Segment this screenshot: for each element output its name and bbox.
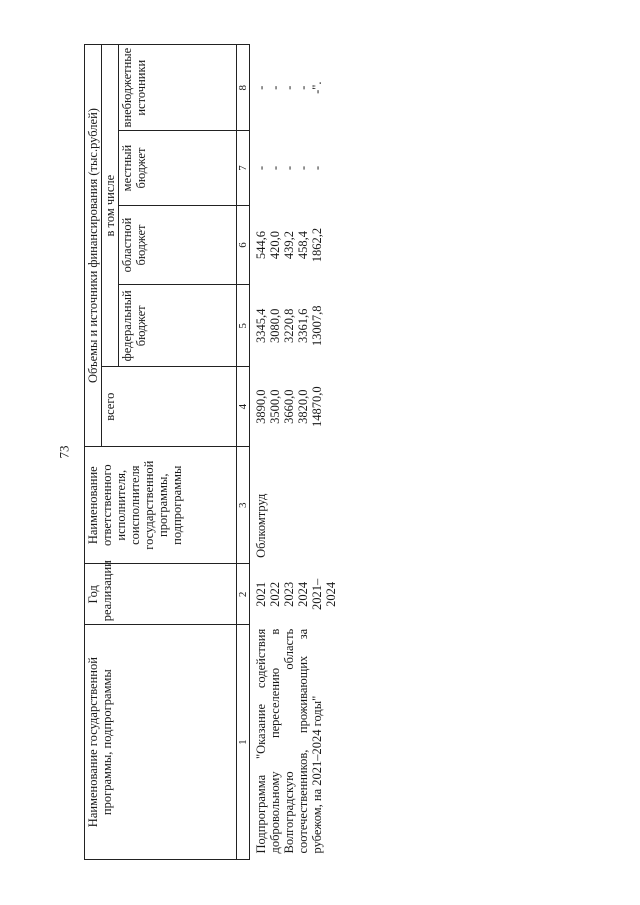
header-total: всего <box>102 367 237 447</box>
regional-cell <box>250 205 326 285</box>
federal-value: 3080,0 <box>268 308 283 344</box>
federal-value: 3220,8 <box>282 308 297 344</box>
total-cell <box>250 367 326 447</box>
offbudget-value: - <box>296 85 311 90</box>
column-number: 8 <box>237 45 250 131</box>
total-value: 14870,0 <box>310 386 325 427</box>
years-cell <box>250 564 339 625</box>
column-number: 6 <box>237 205 250 285</box>
local-value: - <box>268 165 283 171</box>
column-number: 7 <box>237 131 250 205</box>
header-offbudget: внебюджетные источники <box>119 45 237 131</box>
regional-value: 544,6 <box>254 230 269 260</box>
executor: Облкомтруд <box>254 493 269 558</box>
page-number: 73 <box>56 445 72 459</box>
header-regional: областной бюджет <box>119 205 237 285</box>
column-number: 3 <box>237 447 250 564</box>
federal-value: 13007,8 <box>310 305 325 347</box>
column-number: 1 <box>237 625 250 860</box>
table-row <box>250 45 326 860</box>
regional-value: 439,2 <box>282 230 297 260</box>
header-executor: Наименование ответственного исполнителя, соисполнителя государственной программы, подпрограммы <box>85 447 237 564</box>
header-including: в том числе <box>102 45 119 367</box>
total-value: 3820,0 <box>296 389 311 424</box>
offbudget-value: - <box>268 85 283 90</box>
offbudget-value: - <box>254 85 269 90</box>
local-value: - <box>254 165 269 171</box>
offbudget-value: - <box>282 85 297 90</box>
year-value: 2024 <box>296 581 311 607</box>
column-number: 4 <box>237 367 250 447</box>
rotated-page <box>84 44 620 860</box>
header-local: местный бюджет <box>119 131 237 205</box>
financing-table <box>84 44 339 860</box>
header-program-name: Наименование государственной программы, подпрограммы <box>85 625 237 860</box>
local-value: - <box>282 165 297 171</box>
landscape-table-wrapper <box>84 44 620 860</box>
regional-value: 458,4 <box>296 230 311 260</box>
total-value: 3890,0 <box>254 389 269 424</box>
header-year: Год реализации <box>85 564 237 625</box>
column-number: 2 <box>237 564 250 625</box>
federal-cell <box>250 285 326 367</box>
year-value: 2023 <box>282 581 297 607</box>
local-value: - <box>296 165 311 171</box>
local-value: - <box>310 165 325 171</box>
total-value: 3660,0 <box>282 389 297 424</box>
column-number: 5 <box>237 285 250 367</box>
year-value: 2022 <box>268 581 283 607</box>
year-value: 2021–2024 <box>310 578 339 610</box>
regional-value: 1862,2 <box>310 227 325 263</box>
year-value: 2021 <box>254 581 269 607</box>
federal-value: 3361,6 <box>296 308 311 344</box>
header-funding-group: Объемы и источники финансирования (тыс.рублей) <box>85 45 102 447</box>
header-federal: федеральный бюджет <box>119 285 237 367</box>
program-name: Подпрограмма "Оказание содействия добровольному переселению в Волгоградскую область соотечественников, проживающих за рубежом, на 2021–2024 годы" <box>254 628 325 854</box>
regional-value: 420,0 <box>268 230 283 260</box>
offbudget-cell <box>250 45 326 131</box>
federal-value: 3345,4 <box>254 308 269 344</box>
column-number-row <box>237 45 250 860</box>
offbudget-value: -". <box>310 81 325 94</box>
local-cell <box>250 131 326 205</box>
total-value: 3500,0 <box>268 389 283 424</box>
